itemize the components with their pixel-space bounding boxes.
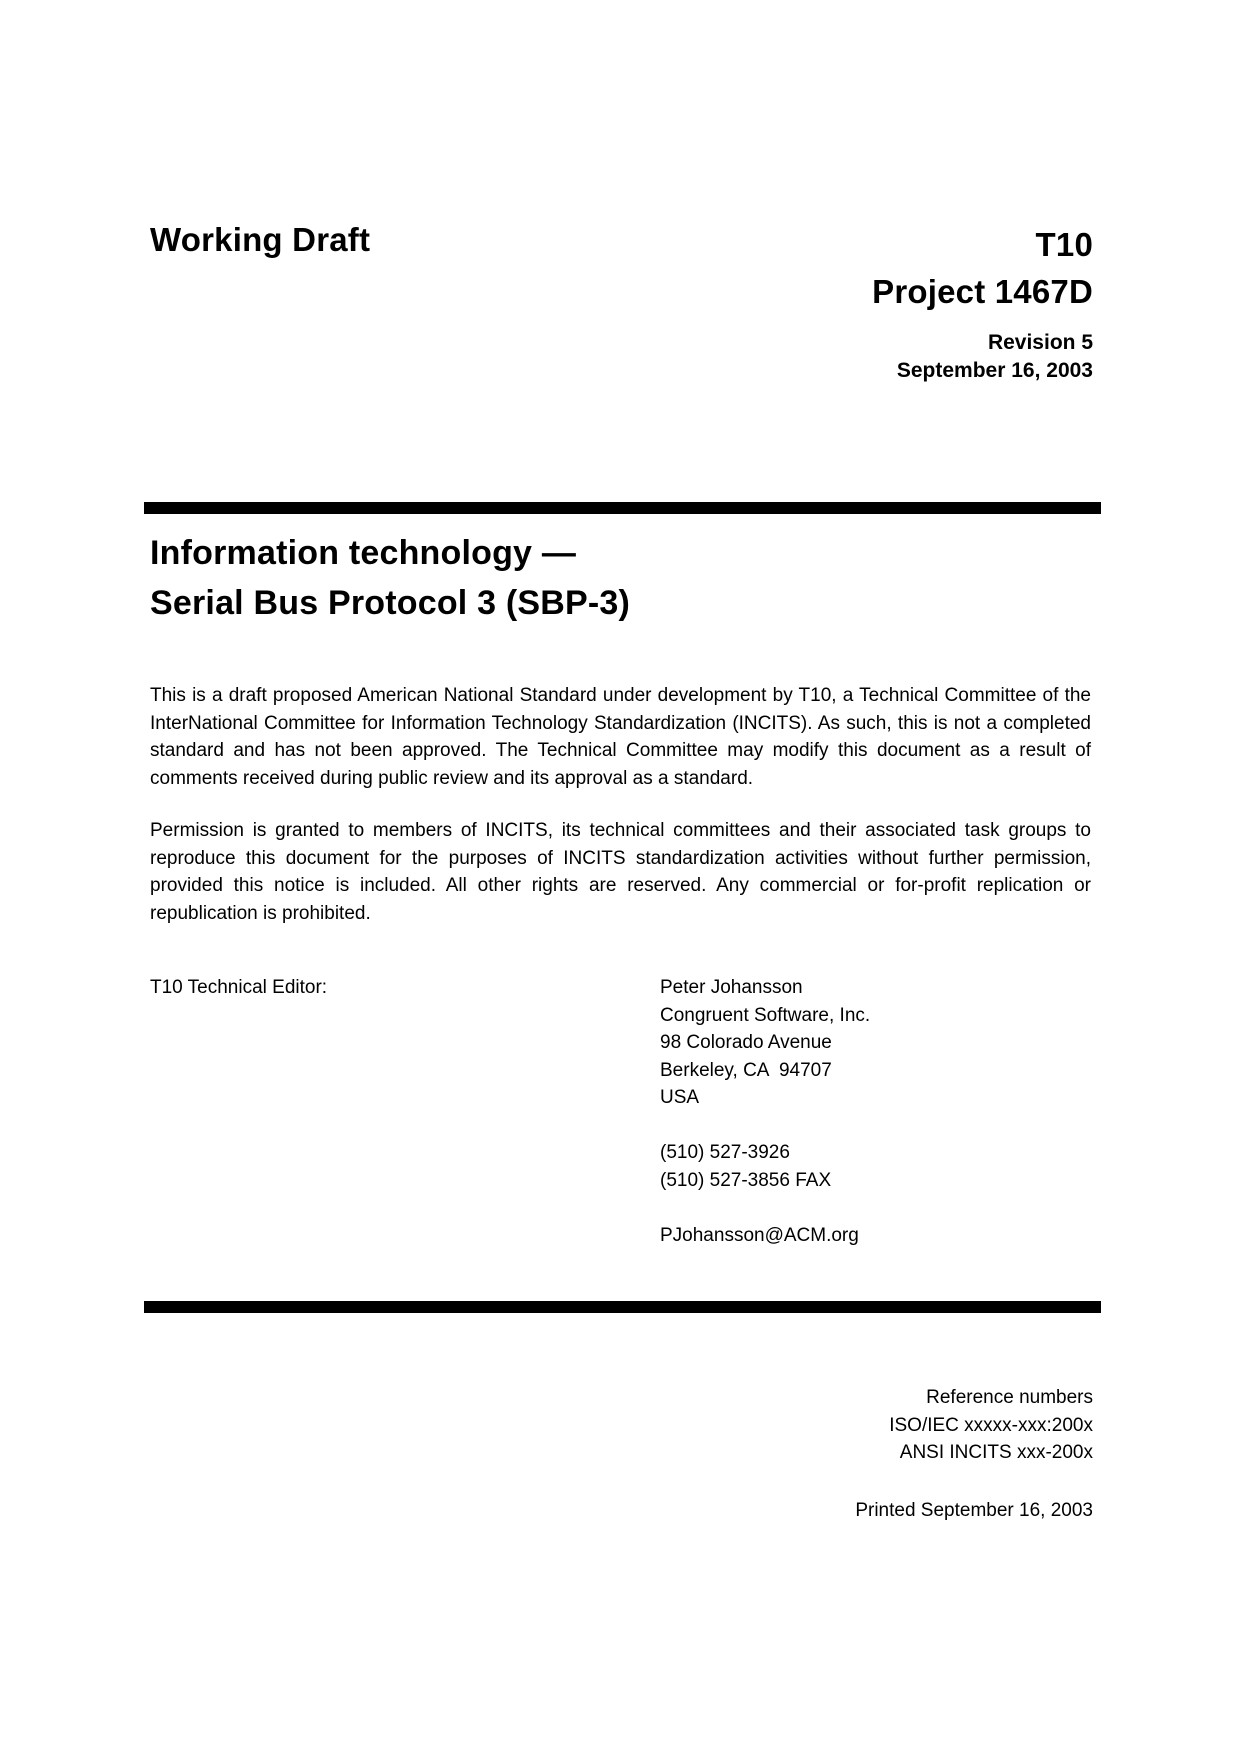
- project-number: Project 1467D: [872, 273, 1093, 310]
- revision-date: September 16, 2003: [896, 359, 1093, 382]
- technical-editor-address: [660, 974, 870, 1249]
- editor-email: PJohansson@ACM.org: [660, 1224, 859, 1246]
- project-heading: [872, 221, 1093, 315]
- permission-paragraph: Permission is granted to members of INCITS, its technical committees and their associated task groups to reproduce this document for the purposes of INCITS standardization activities without further permission, provided this notice is included. All other rights are reserved. Any commercial or for-profit replication or republication is prohibited.: [150, 820, 1091, 924]
- committee-name: T10: [1035, 226, 1093, 263]
- document-title-line2: Serial Bus Protocol 3 (SBP-3): [150, 584, 631, 622]
- editor-fax: (510) 527-3856 FAX: [660, 1169, 832, 1191]
- address-spacer: [660, 1112, 870, 1140]
- ansi-reference-number: ANSI INCITS xxx-200x: [899, 1442, 1093, 1463]
- editor-street: 98 Colorado Avenue: [660, 1032, 832, 1053]
- iso-reference-number: ISO/IEC xxxxx-xxx:200x: [889, 1414, 1093, 1436]
- divider-bar-bottom: [144, 1301, 1101, 1313]
- editor-city-state-zip: Berkeley, CA 94707: [660, 1059, 832, 1081]
- printed-date: Printed September 16, 2003: [855, 1500, 1093, 1521]
- editor-phone: (510) 527-3926: [660, 1142, 790, 1163]
- document-title-line1: Information technology —: [150, 534, 577, 572]
- reference-numbers-label: Reference numbers: [926, 1387, 1093, 1408]
- revision-label: Revision 5: [987, 331, 1093, 354]
- reference-numbers-block: [889, 1384, 1093, 1467]
- divider-bar-top: [144, 502, 1101, 514]
- editor-name: Peter Johansson: [660, 977, 803, 998]
- working-draft-label: Working Draft: [150, 221, 371, 258]
- document-title: [150, 528, 630, 628]
- editor-company: Congruent Software, Inc.: [660, 1004, 871, 1026]
- revision-block: [897, 329, 1093, 385]
- technical-editor-label: T10 Technical Editor:: [150, 977, 328, 998]
- draft-disclaimer-paragraph: This is a draft proposed American National Standard under development by T10, a Technical Committee of the InterNational Committee for Information Technology Standardization (INCITS). As such, this is not a completed standard and has not been approved. The Technical Committee may modify this document as a result of comments received during public review and its approval as a standard.: [150, 685, 1091, 789]
- editor-country: USA: [660, 1087, 700, 1108]
- address-spacer: [660, 1194, 870, 1222]
